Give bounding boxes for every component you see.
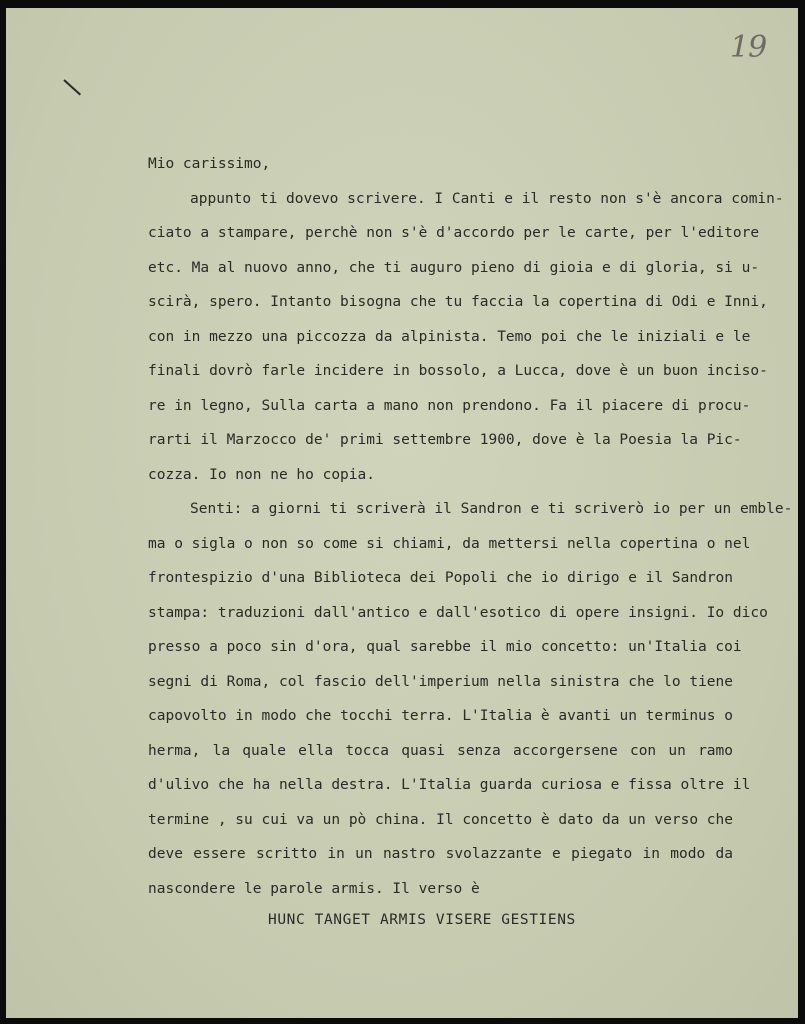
text-line: rarti il Marzocco de' primi settembre 1900, dove è la Poesia la Pic- [148,432,742,448]
pen-mark [63,79,81,95]
text-line: etc. Ma al nuovo anno, che ti auguro pieno di gioia e di gloria, si u- [148,259,760,276]
letter-body [148,147,793,906]
text-line: ma o sigla o non so come si chiami, da mettersi nella copertina o nel [148,535,751,552]
page-number: 19 [730,30,767,65]
salutation: Mio carissimo, [148,156,271,172]
text-line: ciato a stampare, perchè non s'è d'accordo per le carte, per l'editore [148,225,760,241]
text-line: nascondere le parole armis. Il verso è [148,880,480,897]
text-line: appunto ti dovevo scrivere. I Canti e il resto non s'è ancora comin- [190,190,784,207]
latin-verse: HUNC TANGET ARMIS VISERE GESTIENS [268,912,576,928]
text-line: segni di Roma, col fascio dell'imperium nella sinistra che lo tiene [148,673,733,690]
text-line: con in mezzo una piccozza da alpinista. Temo poi che le iniziali e le [148,328,751,345]
text-line: presso a poco sin d'ora, qual sarebbe il mio concetto: un'Italia coi [148,639,742,655]
text-line: re in legno, Sulla carta a mano non prendono. Fa il piacere di procu- [148,397,751,414]
text-line: scirà, spero. Intanto bisogna che tu faccia la copertina di Odi e Inni, [148,294,768,310]
text-line: stampa: traduzioni dall'antico e dall'esotico di opere insigni. Io dico [148,604,768,621]
text-line: deve essere scritto in un nastro svolazzante e piegato in modo da [148,846,733,862]
text-line: finali dovrò farle incidere in bossolo, a Lucca, dove è un buon inciso- [148,363,768,379]
text-line: frontespizio d'una Biblioteca dei Popoli che io dirigo e il Sandron [148,570,733,586]
text-line: termine , su cui va un pò china. Il concetto è dato da un verso che [148,811,733,828]
text-line: d'ulivo che ha nella destra. L'Italia guarda curiosa e fissa oltre il [148,777,751,793]
letter-page [6,8,798,1018]
text-line: capovolto in modo che tocchi terra. L'Italia è avanti un terminus o [148,708,733,724]
text-line: herma, la quale ella tocca quasi senza accorgersene con un ramo [148,742,733,759]
text-line: Senti: a giorni ti scriverà il Sandron e ti scriverò io per un emble- [190,501,793,517]
text-line: cozza. Io non ne ho copia. [148,466,375,483]
